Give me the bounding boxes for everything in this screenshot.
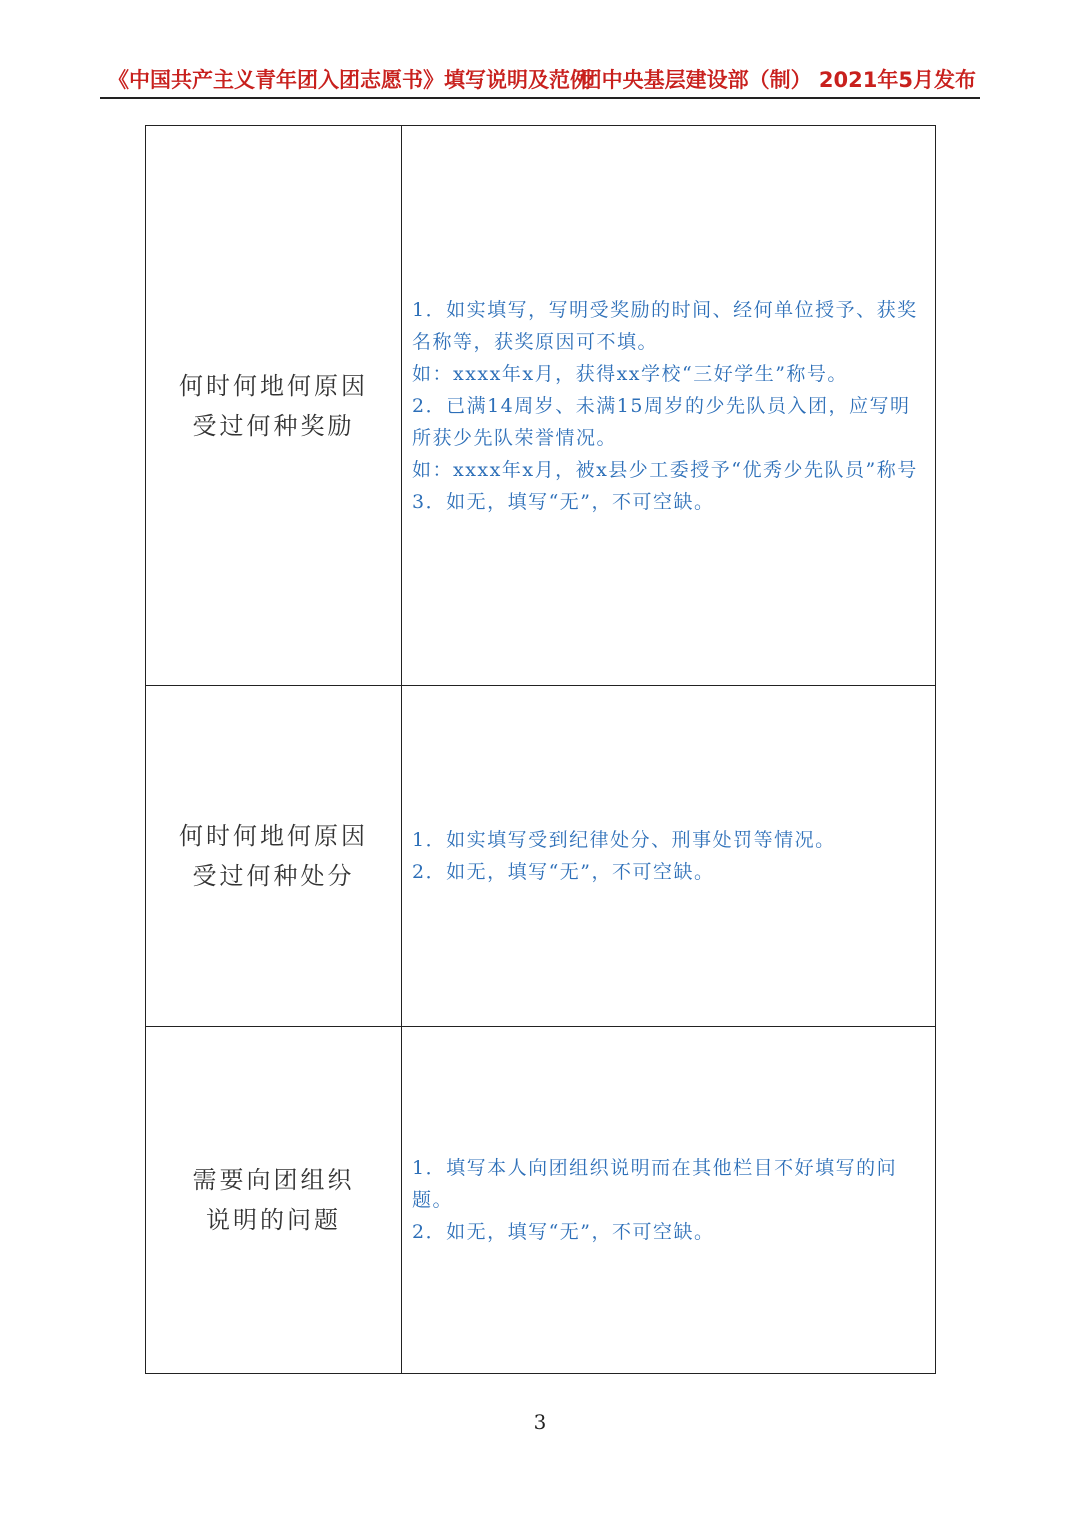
label-punishments [146,686,402,1027]
instruction-line: 2．如无，填写“无”，不可空缺。 [412,1221,715,1243]
label-line: 需要向团组织 [192,1166,355,1194]
instruction-line: 2．已满14周岁、未满15周岁的少先队员入团，应写明所获少先队荣誉情况。 [412,394,911,449]
label-line: 何时何地何原因 [179,371,368,400]
label-line: 受过何种奖励 [192,411,355,440]
page-number: 3 [533,1410,547,1434]
table-row-awards [146,126,936,686]
table-row-punishments [146,686,936,1027]
label-awards [146,126,402,686]
content-punishments [402,686,936,1027]
example-line: 如：xxxx年x月，获得xx学校“三好学生”称号。 [412,362,848,385]
header-divider [100,97,980,99]
document-title: 《中国共产主义青年团入团志愿书》填写说明及范例 [108,68,591,92]
publisher-info: 团中央基层建设部（制） 2021年5月发布 [580,68,976,92]
instruction-line: 2．如无，填写“无”，不可空缺。 [412,861,715,883]
instruction-line: 1．如实填写受到纪律处分、刑事处罚等情况。 [412,829,836,851]
page-header [100,58,980,96]
instruction-line: 1．填写本人向团组织说明而在其他栏目不好填写的问题。 [412,1157,898,1211]
instruction-line: 3．如无，填写“无”，不可空缺。 [412,490,715,513]
table-row-other-issues [146,1027,936,1374]
label-line: 何时何地何原因 [179,822,368,850]
label-line: 说明的问题 [206,1206,341,1234]
label-other-issues [146,1027,402,1374]
example-line: 如：xxxx年x月，被x县少工委授予“优秀少先队员”称号 [412,458,918,481]
instruction-line: 1．如实填写，写明受奖励的时间、经何单位授予、获奖名称等，获奖原因可不填。 [412,298,918,353]
form-table [145,125,936,1374]
content-awards [402,126,936,686]
label-line: 受过何种处分 [192,862,355,890]
content-other-issues [402,1027,936,1374]
